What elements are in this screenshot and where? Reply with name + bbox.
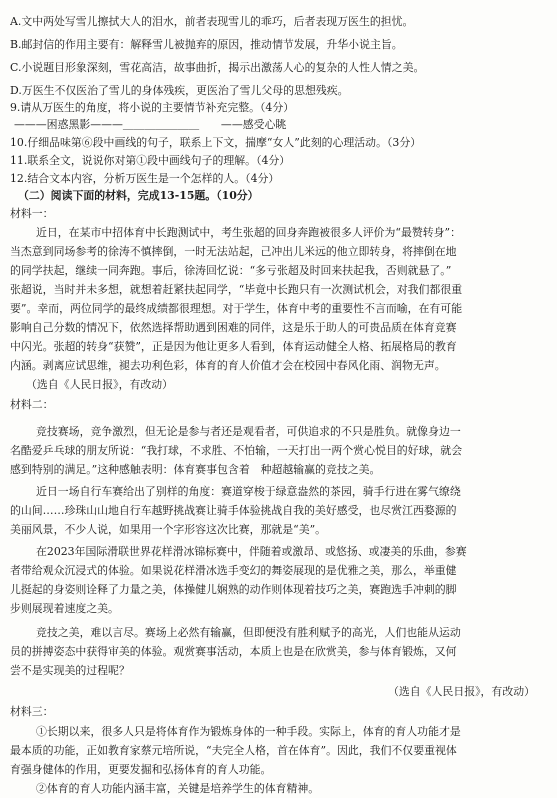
choice-option-a: A.文中两处写雪儿擦拭大人的泪水，前者表现雪儿的乖巧，后者表现万医生的担忧。 [10, 15, 414, 28]
section-title: （二）阅读下面的材料，完成13-15题。（10分） [18, 189, 259, 202]
material-2-title: 材料二： [10, 398, 54, 411]
question-11: 11.联系全文，说说你对第①段中画线句子的理解。（4分） [10, 154, 291, 167]
material-2-line: 竞技之美，难以言尽。赛场上必然有输赢，但即便没有胜利赋予的高光，人们也能从运动 [36, 626, 461, 639]
material-2-line: 美丽风景，不少人说，如果用一个字形容这次比赛，那就是“美”。 [10, 523, 327, 536]
material-2-line: 儿挺起的身姿则诠释了力量之美，体操健儿娴熟的动作则体现着技巧之美，赛跑选手冲刺的脚 [10, 583, 457, 596]
material-2-line: 名酷爱乒乓球的朋友所说：“我打球，不求胜、不怕输，一天打出一两个赏心悦目的好球，就会 [10, 444, 463, 457]
question-10: 10.仔细品味第⑥段中画线的句子，联系上下文，揣摩“女人”此刻的心理活动。（3分） [10, 136, 422, 149]
question-12: 12.结合文本内容，分析万医生是一个怎样的人。（4分） [10, 172, 280, 185]
material-1-line: 中闪光。张超的转身“获赞”，正是因为他让更多人看到，体育运动健全人格、拓展格局的教育 [10, 340, 457, 353]
choice-option-b: B.邮封信的作用主要有：解释雪儿被抛弃的原因，推动情节发展，升华小说主旨。 [10, 38, 403, 51]
material-2-line: 步则展现着速度之美。 [10, 602, 119, 615]
plot-blank-line: ———困惑黑影———＿＿＿＿＿＿＿ ——感受心眺 [14, 118, 287, 131]
material-2-line: 感到特别的满足。”这种感触表明：体育赛事包含着 种超越输赢的竞技之美。 [10, 463, 381, 476]
material-1-line: 要”。幸而，两位同学的最终成绩都很理想。对于学生，体育中考的重要性不言而喻，在有可能 [10, 302, 463, 315]
material-2-line: 在2023年国际滑联世界花样滑冰锦标赛中，伴随着或激昂、或悠扬、或凄美的乐曲，参赛 [36, 545, 467, 558]
material-1-line: 内涵。剥离应试思维，褪去功利色彩，体育的育人价值才会在校园中春风化雨、润物无声。 [10, 359, 446, 372]
material-3-line: ①长期以来，很多人只是将体育作为锻炼身体的一种手段。实际上，体育的育人功能才是 [36, 725, 461, 738]
material-1-line: 当杰意到同场参考的徐涛不慎摔倒，一时无法站起，己冲出儿米远的他立即转身，将摔倒在地 [10, 245, 457, 258]
material-2-line: 近日一场自行车赛给出了别样的角度：赛道穿梭于绿意盎然的茶园，骑手行进在雾气缭绕 [36, 485, 461, 498]
material-2-line: 员的拼搏姿态中获得审美的体验。观赏赛事活动，本质上也是在欣赏美，参与体育锻炼，又何 [10, 645, 457, 658]
choice-option-c: C.小说题目形象深刻，雪花高洁，故事曲折，揭示出激荡人心的复杂的人性人情之美。 [10, 61, 425, 74]
material-3-line: ②体育的育人功能内涵丰富，关键是培养学生的体育精神。 [36, 782, 320, 795]
material-1-source: （选自《人民日报》，有改动） [26, 378, 174, 391]
material-1-line: 近日，在某市中招体育中长跑测试中，考生张超的回身奔跑被很多人评价为“最赞转身”： [36, 226, 461, 239]
material-1-line: 的同学扶起，继续一同奔跑。事后，徐涛回忆说：“多亏张超及时回来扶起我，否则就悬了。” [10, 264, 452, 277]
material-2-line: 尝不是实现美的过程呢？ [10, 664, 130, 677]
material-2-line: 者带给观众沉浸式的体验。如果说花样滑冰选手变幻的舞姿展现的是优雅之美，那么，举重健 [10, 564, 457, 577]
material-3-title: 材料三： [10, 705, 54, 718]
material-1-line: 张超说，当时并未多想，就想着赶紧扶起同学，“毕竟中长跑只有一次测试机会，对我们都很重 [10, 283, 463, 296]
question-9: 9.请从万医生的角度，将小说的主要情节补充完整。（4分） [10, 101, 295, 114]
material-3-line: 育强身健体的作用，更要发掘和弘扬体育的育人功能。 [10, 763, 272, 776]
material-1-line: 影响自己分数的情况下，依然选择帮助遇到困难的同伴，这是乐于助人的可贵品质在体育竞赛 [10, 321, 457, 334]
material-2-line: 的山间……珍珠山山地自行车越野挑战赛让骑手体验挑战自我的美好感受，也尽赏江西婺源的 [10, 504, 457, 517]
choice-option-d: D.万医生不仅医治了雪儿的身体残疾，更医治了雪儿父母的思想残疾。 [10, 84, 349, 97]
material-2-source: （选自《人民日报》，有改动） [387, 685, 535, 698]
material-1-title: 材料一： [10, 207, 54, 220]
material-3-line: 最本质的功能，正如教育家蔡元培所说，“夫完全人格，首在体育”。因此，我们不仅要重视体 [10, 744, 457, 757]
material-2-line: 竞技赛场，竞争激烈，但无论是参与者还是观看者，可供追求的不只是胜负。就像身边一 [36, 425, 461, 438]
